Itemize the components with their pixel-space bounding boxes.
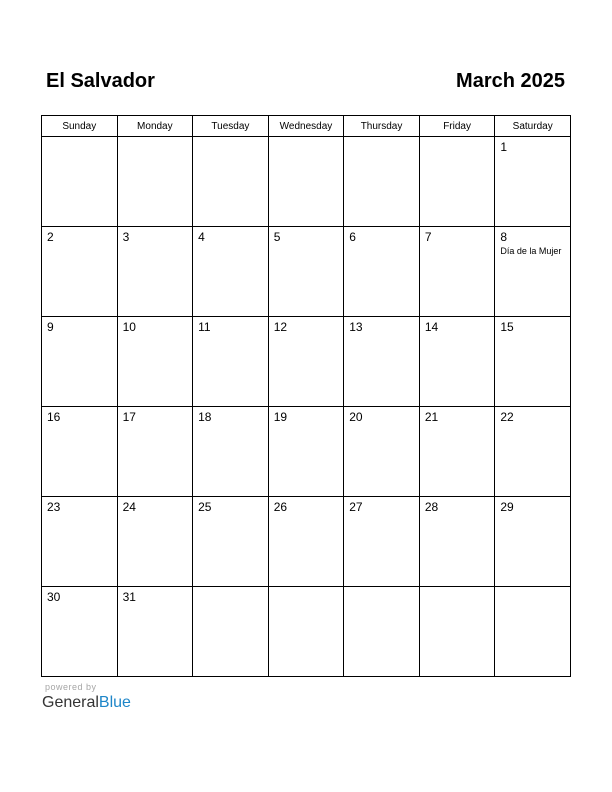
day-cell: [268, 407, 344, 497]
day-number: 14: [424, 320, 439, 334]
week-row: [42, 317, 571, 407]
day-number: 31: [122, 590, 136, 604]
day-number: [344, 587, 419, 591]
day-number: 25: [198, 500, 212, 514]
day-number: 4: [198, 230, 205, 244]
generalblue-logo[interactable]: [42, 694, 131, 712]
day-cell: [117, 587, 193, 677]
day-cell: [268, 317, 344, 407]
day-number: 5: [273, 230, 281, 244]
day-cell: [419, 227, 495, 317]
day-number: 6: [349, 230, 356, 244]
brand-blue: Blue: [98, 694, 131, 711]
weekday-header-row: [42, 116, 571, 137]
day-cell: [419, 407, 495, 497]
day-number: 1: [500, 140, 508, 154]
day-cell: [117, 227, 193, 317]
day-cell: [268, 497, 344, 587]
day-cell: [344, 407, 420, 497]
week-row: [42, 227, 571, 317]
day-number: 18: [198, 410, 212, 424]
day-number: [420, 137, 495, 141]
calendar-body: [42, 137, 571, 677]
day-cell: [117, 497, 193, 587]
day-cell: [268, 227, 344, 317]
day-cell: [42, 497, 118, 587]
day-number: 9: [47, 320, 54, 334]
day-cell: [42, 407, 118, 497]
weekday-tuesday: Tuesday: [193, 116, 269, 137]
day-number: 17: [122, 410, 136, 424]
day-number: [193, 137, 268, 141]
day-number: 15: [500, 320, 514, 334]
weekday-saturday: Saturday: [495, 116, 571, 137]
day-number: 13: [349, 320, 363, 334]
day-cell: [495, 227, 571, 317]
day-number: 19: [273, 410, 288, 424]
weekday-thursday: Thursday: [344, 116, 420, 137]
powered-by-text: powered by: [45, 682, 97, 692]
day-number: 30: [47, 590, 61, 604]
day-cell: [193, 137, 269, 227]
brand-general: General: [42, 694, 99, 711]
day-cell: [495, 137, 571, 227]
day-cell: [495, 317, 571, 407]
day-number: 7: [424, 230, 432, 244]
day-number: 2: [47, 230, 54, 244]
day-number: [269, 587, 344, 591]
day-number: 26: [273, 500, 288, 514]
day-number: [193, 587, 268, 591]
day-number: [269, 137, 344, 141]
day-cell: [419, 317, 495, 407]
day-cell: [344, 317, 420, 407]
day-cell: [268, 137, 344, 227]
calendar-grid: [41, 115, 571, 677]
day-cell: [495, 497, 571, 587]
day-number: [495, 587, 570, 591]
day-cell: [193, 497, 269, 587]
day-number: 8: [500, 230, 508, 244]
day-cell: [193, 407, 269, 497]
day-cell: [419, 137, 495, 227]
day-cell: [344, 137, 420, 227]
day-number: 11: [198, 320, 211, 334]
day-cell: [495, 407, 571, 497]
weekday-friday: Friday: [419, 116, 495, 137]
day-cell: [344, 227, 420, 317]
day-number: [344, 137, 419, 141]
month-year-title: March 2025: [456, 70, 565, 92]
day-number: 3: [122, 230, 130, 244]
week-row: [42, 137, 571, 227]
day-cell: [117, 317, 193, 407]
day-cell: [419, 497, 495, 587]
day-number: 16: [47, 410, 61, 424]
week-row: [42, 407, 571, 497]
week-row: [42, 497, 571, 587]
day-cell: [42, 587, 118, 677]
day-number: 27: [349, 500, 363, 514]
day-cell: [193, 227, 269, 317]
day-number: [42, 137, 117, 141]
day-cell: [344, 497, 420, 587]
day-number: 29: [500, 500, 514, 514]
day-cell: [344, 587, 420, 677]
day-number: [118, 137, 193, 141]
day-number: 24: [122, 500, 136, 514]
day-number: [420, 587, 495, 591]
day-number: 22: [500, 410, 514, 424]
day-cell: [495, 587, 571, 677]
day-number: 21: [424, 410, 439, 424]
day-cell: [117, 137, 193, 227]
day-cell: [42, 317, 118, 407]
day-number: 23: [47, 500, 61, 514]
day-cell: [268, 587, 344, 677]
weekday-monday: Monday: [117, 116, 193, 137]
day-cell: [193, 317, 269, 407]
day-number: 10: [122, 320, 136, 334]
country-title: El Salvador: [46, 70, 155, 92]
day-cell: [193, 587, 269, 677]
day-number: 12: [273, 320, 288, 334]
day-cell: [419, 587, 495, 677]
holiday-label: Día de la Mujer: [500, 246, 562, 256]
day-cell: [42, 227, 118, 317]
weekday-wednesday: Wednesday: [268, 116, 344, 137]
day-number: 20: [349, 410, 363, 424]
day-cell: [42, 137, 118, 227]
day-cell: [117, 407, 193, 497]
day-number: 28: [424, 500, 439, 514]
week-row: [42, 587, 571, 677]
weekday-sunday: Sunday: [42, 116, 118, 137]
